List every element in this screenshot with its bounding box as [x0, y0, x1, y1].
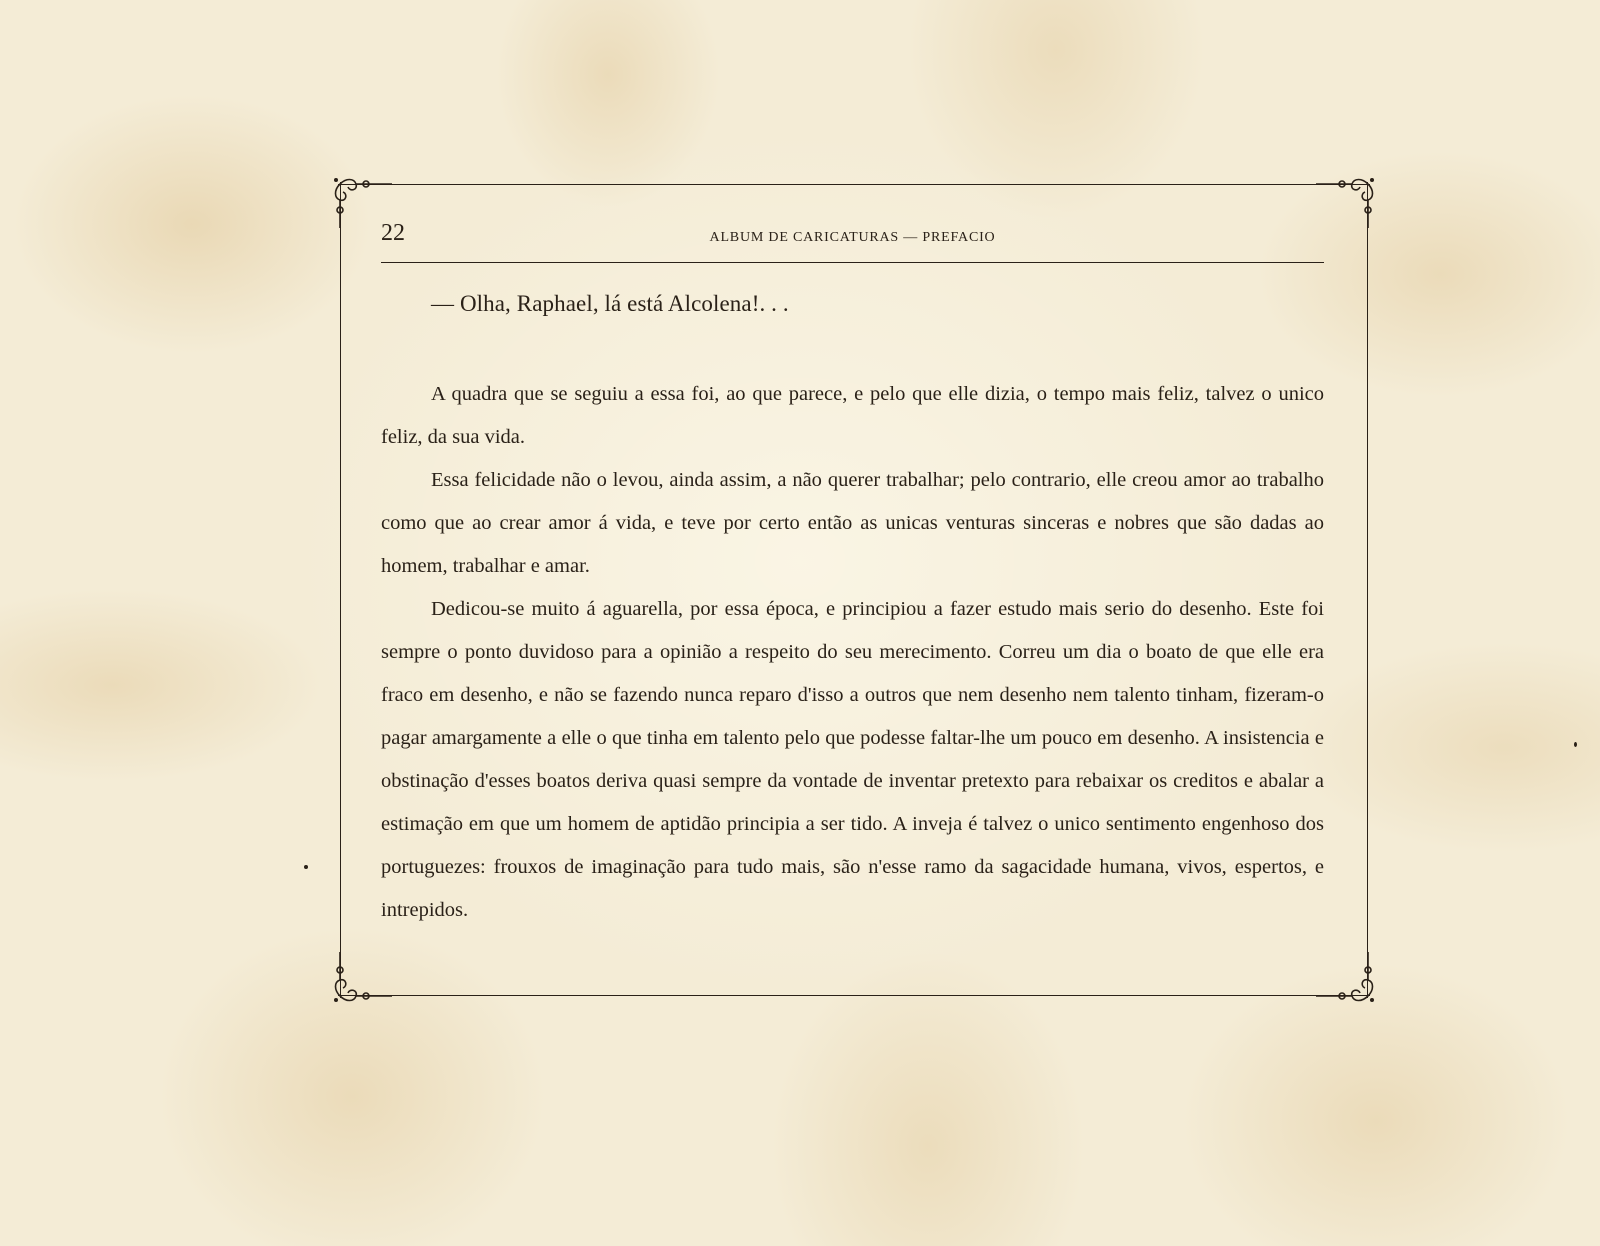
body-text [381, 373, 1324, 932]
dialogue-line: — Olha, Raphael, lá está Alcolena!. . . [431, 291, 789, 316]
border-line-right [1367, 182, 1368, 998]
page-number: 22 [381, 220, 405, 246]
ink-speck [304, 865, 308, 869]
ink-speck [1574, 742, 1577, 747]
page-header [381, 212, 1324, 263]
border-line-bottom [338, 995, 1370, 996]
corner-ornament-icon [330, 952, 400, 1006]
corner-ornament-icon [1308, 952, 1378, 1006]
paragraph: Essa felicidade não o levou, ainda assim, a não querer trabalhar; pelo contrario, elle creou amor ao trabalho como que ao crear amor á vida, e teve por certo então as unicas venturas sinceras e nobres que são dadas ao homem, trabalhar e amar. [381, 469, 1324, 577]
page-content [381, 212, 1324, 932]
paragraph: A quadra que se seguiu a essa foi, ao que parece, e pelo que elle dizia, o tempo mais feliz, talvez o unico feliz, da sua vida. [381, 383, 1324, 448]
paragraph: Dedicou-se muito á aguarella, por essa época, e principiou a fazer estudo mais serio do desenho. Este foi sempre o ponto duvidoso para a opinião a respeito do seu merecimento. Correu um dia o boato de que elle era fraco em desenho, e não se fazendo nunca reparo d'isso a outros que nem desenho nem talento tinham, fizeram-o pagar amargamente a elle o que tinha em talento pelo que podesse faltar-lhe um pouco em desenho. A insistencia e obstinação d'esses boatos deriva quasi sempre da vontade de inventar pretexto para rebaixar os creditos e abalar a estimação em que um homem de aptidão principia a ser tido. A inveja é talvez o unico sentimento engenhoso dos portuguezes: frouxos de imaginação para tudo mais, são n'esse ramo da sagacidade humana, vivos, espertos, e intrepidos. [381, 598, 1324, 921]
running-head: ALBUM DE CARICATURAS — PREFACIO [709, 230, 996, 245]
border-line-top [338, 184, 1370, 185]
border-line-left [340, 182, 341, 998]
